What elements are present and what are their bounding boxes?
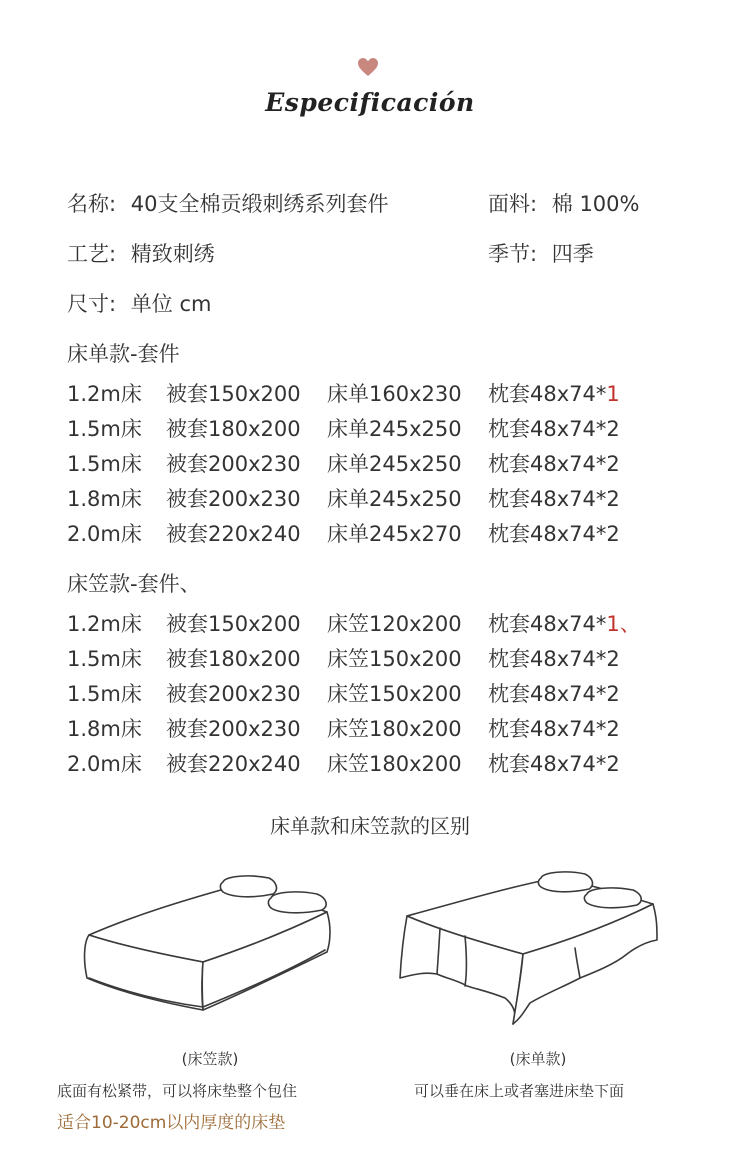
pillow-size: 枕套48x74*1、 (488, 612, 641, 636)
pillow-size: 枕套48x74*2 (488, 452, 620, 476)
name-label: 名称: (67, 192, 117, 216)
sheet-size: 床单245x250 (327, 417, 462, 441)
spec-season (488, 238, 594, 268)
spec-craft (67, 238, 215, 268)
duvet-size: 被套180x200 (166, 417, 301, 441)
sheet-size: 床单245x250 (327, 487, 462, 511)
table-row (0, 448, 750, 478)
sheet-size: 床单245x270 (327, 522, 462, 546)
craft-value: 精致刺绣 (130, 242, 215, 266)
table-row (0, 483, 750, 513)
duvet-size: 被套200x230 (166, 682, 301, 706)
pillow-qty: 2 (606, 717, 620, 741)
pillow-qty: 1、 (606, 612, 641, 636)
bed-size: 1.2m床 (67, 382, 142, 406)
bed-size: 1.5m床 (67, 452, 142, 476)
duvet-size: 被套200x230 (166, 487, 301, 511)
flat-sheet-heading: 床单款-套件 (67, 342, 180, 366)
bed-size: 1.5m床 (67, 647, 142, 671)
size-value: 单位 cm (130, 292, 212, 316)
pillow-size: 枕套48x74*2 (488, 522, 620, 546)
bed-size: 2.0m床 (67, 522, 142, 546)
pillow-qty: 2 (606, 682, 620, 706)
bed-size: 1.5m床 (67, 682, 142, 706)
pillow-size: 枕套48x74*2 (488, 647, 620, 671)
pillow-size: 枕套48x74*2 (488, 682, 620, 706)
pillow-size: 枕套48x74*1 (488, 382, 620, 406)
duvet-size: 被套150x200 (166, 612, 301, 636)
name-value: 40支全棉贡缎刺绣系列套件 (130, 192, 389, 216)
pillow-size: 枕套48x74*2 (488, 717, 620, 741)
pillow-size: 枕套48x74*2 (488, 417, 620, 441)
table-row (0, 608, 750, 638)
table-row (0, 678, 750, 708)
flat-bed-illustration (395, 868, 665, 1028)
pillow-size: 枕套48x74*2 (488, 487, 620, 511)
duvet-size: 被套220x240 (166, 522, 301, 546)
pillow-size: 枕套48x74*2 (488, 752, 620, 776)
bed-size: 2.0m床 (67, 752, 142, 776)
fitted-note-highlight: 适合10-20cm以内厚度的床垫 (57, 1113, 286, 1133)
sheet-size: 床笠150x200 (327, 647, 462, 671)
duvet-size: 被套200x230 (166, 452, 301, 476)
table-row (0, 643, 750, 673)
size-label: 尺寸: (67, 292, 117, 316)
duvet-size: 被套150x200 (166, 382, 301, 406)
pillow-qty: 2 (606, 452, 620, 476)
duvet-size: 被套220x240 (166, 752, 301, 776)
spec-name (67, 188, 389, 218)
fitted-note: 底面有松紧带，可以将床垫整个包住 (57, 1082, 298, 1100)
fabric-label: 面料: (488, 192, 538, 216)
bed-size: 1.2m床 (67, 612, 142, 636)
spec-size (67, 288, 211, 318)
craft-label: 工艺: (67, 242, 117, 266)
sheet-size: 床笠150x200 (327, 682, 462, 706)
fitted-caption: (床笠款) (181, 1050, 239, 1068)
table-row (0, 413, 750, 443)
heart-icon (357, 57, 379, 77)
pillow-qty: 2 (606, 487, 620, 511)
spec-fabric (488, 188, 639, 218)
sheet-size: 床单160x230 (327, 382, 462, 406)
bed-size: 1.8m床 (67, 487, 142, 511)
table-row (0, 518, 750, 548)
fitted-bed-illustration (75, 870, 345, 1020)
pillow-qty: 2 (606, 752, 620, 776)
comparison-title: 床单款和床笠款的区别 (270, 814, 470, 838)
season-value: 四季 (551, 242, 594, 266)
pillow-qty: 1 (606, 382, 620, 406)
fabric-value: 棉 100% (551, 192, 640, 216)
sheet-size: 床笠180x200 (327, 717, 462, 741)
bed-size: 1.8m床 (67, 717, 142, 741)
bed-size: 1.5m床 (67, 417, 142, 441)
flat-note: 可以垂在床上或者塞进床垫下面 (414, 1082, 625, 1100)
flat-caption: (床单款) (509, 1050, 567, 1068)
duvet-size: 被套200x230 (166, 717, 301, 741)
page-title: Especificación (265, 88, 475, 117)
pillow-qty: 2 (606, 417, 620, 441)
sheet-size: 床笠180x200 (327, 752, 462, 776)
sheet-size: 床笠120x200 (327, 612, 462, 636)
pillow-qty: 2 (606, 647, 620, 671)
sheet-size: 床单245x250 (327, 452, 462, 476)
table-row (0, 378, 750, 408)
table-row (0, 713, 750, 743)
table-row (0, 748, 750, 778)
fitted-sheet-heading: 床笠款-套件、 (67, 572, 201, 596)
pillow-qty: 2 (606, 522, 620, 546)
duvet-size: 被套180x200 (166, 647, 301, 671)
season-label: 季节: (488, 242, 538, 266)
